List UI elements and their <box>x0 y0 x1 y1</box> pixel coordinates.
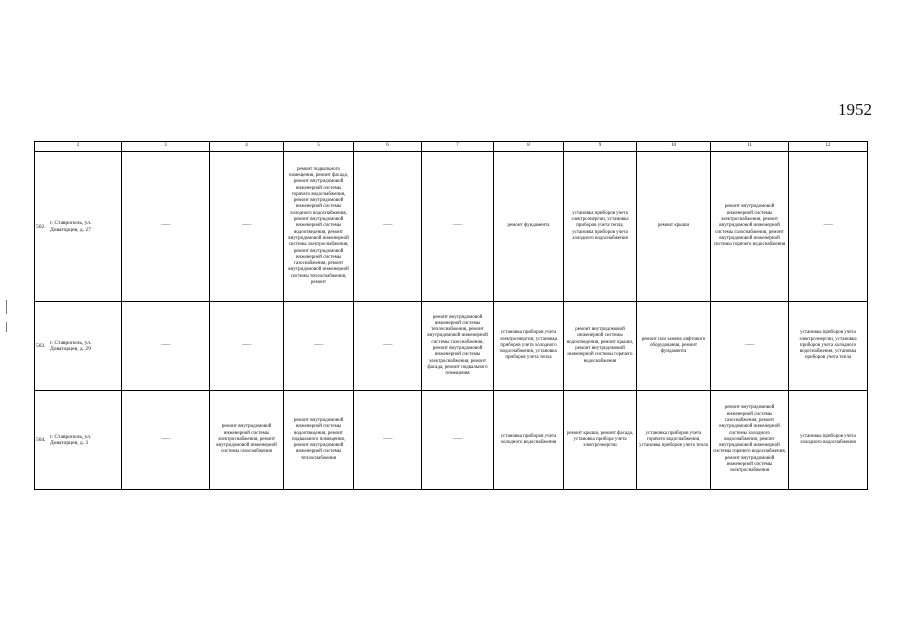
table-cell: ремонт или замена лифтового оборудования, ремонт фундамента <box>637 302 711 391</box>
page-number: 1952 <box>838 100 872 119</box>
cell-text: ремонт подвального помещения, ремонт фасада, ремонт внутридомовой инженерной системы горячего водоснабжения, ремонт внутридомовой инженерной системы холодного водоснабжения, ремонт внутридомовой инженерной системы водоотведения, ремонт внутридомовой инженерной системы электроснабжения, ремонт внутридомовой инженерной системы газоснабжения, ремонт внутридомовой инженерной системы теплоснабжения, ремонт <box>288 166 349 286</box>
column-number: 11 <box>711 142 789 152</box>
column-number: 8 <box>494 142 564 152</box>
row-number: 503. <box>36 342 46 349</box>
table-cell: —— <box>422 152 494 302</box>
table-cell: установка приборов учета холодного водоснабжения <box>789 391 868 490</box>
table-cell: ремонт внутридомовой инженерной системы электроснабжения, ремонт внутридомовой инженерной системы газоснабжения <box>210 391 284 490</box>
row-number: 502. <box>36 223 46 230</box>
table-cell: —— <box>789 152 868 302</box>
row-number: 504. <box>36 436 46 443</box>
table-cell: ремонт внутридомовой инженерной системы водоотведения, ремонт подвального помещения, ремонт внутридомовой инженерной системы теплоснабжения <box>284 391 354 490</box>
table-cell: —— <box>284 302 354 391</box>
table-cell: ремонт крыши, ремонт фасада, установка прибора учета электроэнергии <box>564 391 637 490</box>
column-number: 3 <box>122 142 210 152</box>
column-number: 2 <box>35 142 122 152</box>
address: г. Ставрополь, ул. Доваторцев, д. 27 <box>50 220 92 233</box>
table-cell: ремонт крыши <box>637 152 711 302</box>
column-number: 7 <box>422 142 494 152</box>
column-number: 6 <box>354 142 422 152</box>
table-cell: —— <box>354 152 422 302</box>
table-cell: ремонт внутридомовой инженерной системы водоотведения, ремонт крыши, ремонт внутридомовой инженерной системы горячего водоснабжения <box>564 302 637 391</box>
table-cell: —— <box>210 302 284 391</box>
table-cell: —— <box>354 391 422 490</box>
table-cell: установка приборов учета электроэнергии, установка приборов учета холодного водоснабжения, установка приборов учета тепла <box>789 302 868 391</box>
table-cell: установка приборов учета электроэнергии, установка приборов учета тепла, установка приборов учета холодного водоснабжения <box>564 152 637 302</box>
scan-edge-mark <box>6 322 7 332</box>
address-cell <box>35 302 122 391</box>
table-cell: установка приборов учета горячего водоснабжения, установка приборов учета тепла <box>637 391 711 490</box>
table-cell: ремонт внутридомовой инженерной системы электроснабжения, ремонт внутридомовой инженерной системы газоснабжения, ремонт внутридомовой инженерной системы горячего водоснабжения <box>711 152 789 302</box>
address: г. Ставрополь, ул. Доваторцев, д. 3 <box>50 433 92 446</box>
table-cell: ремонт внутридомовой инженерной системы теплоснабжения, ремонт внутридомовой инженерной системы газоснабжения, ремонт внутридомовой инженерной системы электроснабжения, ремонт фасада, ремонт подвального помещения <box>422 302 494 391</box>
table-row <box>35 152 868 302</box>
column-number: 5 <box>284 142 354 152</box>
table-cell: —— <box>122 302 210 391</box>
column-number: 12 <box>789 142 868 152</box>
column-number: 9 <box>564 142 637 152</box>
address-cell <box>35 152 122 302</box>
table-cell: —— <box>210 152 284 302</box>
table-cell <box>284 152 354 302</box>
column-number: 10 <box>637 142 711 152</box>
table-cell: —— <box>122 152 210 302</box>
table-cell: —— <box>711 302 789 391</box>
scan-edge-mark <box>6 300 7 314</box>
table-cell: установка приборов учета холодного водоснабжения <box>494 391 564 490</box>
table-row <box>35 302 868 391</box>
table-cell: —— <box>122 391 210 490</box>
table-row <box>35 391 868 490</box>
table-cell: установка приборов учета электроэнергии, установка приборов учета холодного водоснабжения, установка приборов учета тепла <box>494 302 564 391</box>
table-cell: —— <box>354 302 422 391</box>
address: г. Ставрополь, ул. Доваторцев, д. 29 <box>50 339 92 352</box>
table-cell: ремонт внутридомовой инженерной системы газоснабжения, ремонт внутридомовой инженерной системы холодного водоснабжения, ремонт внутридомовой инженерной системы горячего водоснабжения, ремонт внутридомовой инженерной системы электроснабжения <box>711 391 789 490</box>
address-cell <box>35 391 122 490</box>
column-number-row <box>35 142 868 152</box>
table-cell: —— <box>422 391 494 490</box>
column-number: 4 <box>210 142 284 152</box>
table-cell: ремонт фундамента <box>494 152 564 302</box>
repair-schedule-table <box>34 141 868 490</box>
